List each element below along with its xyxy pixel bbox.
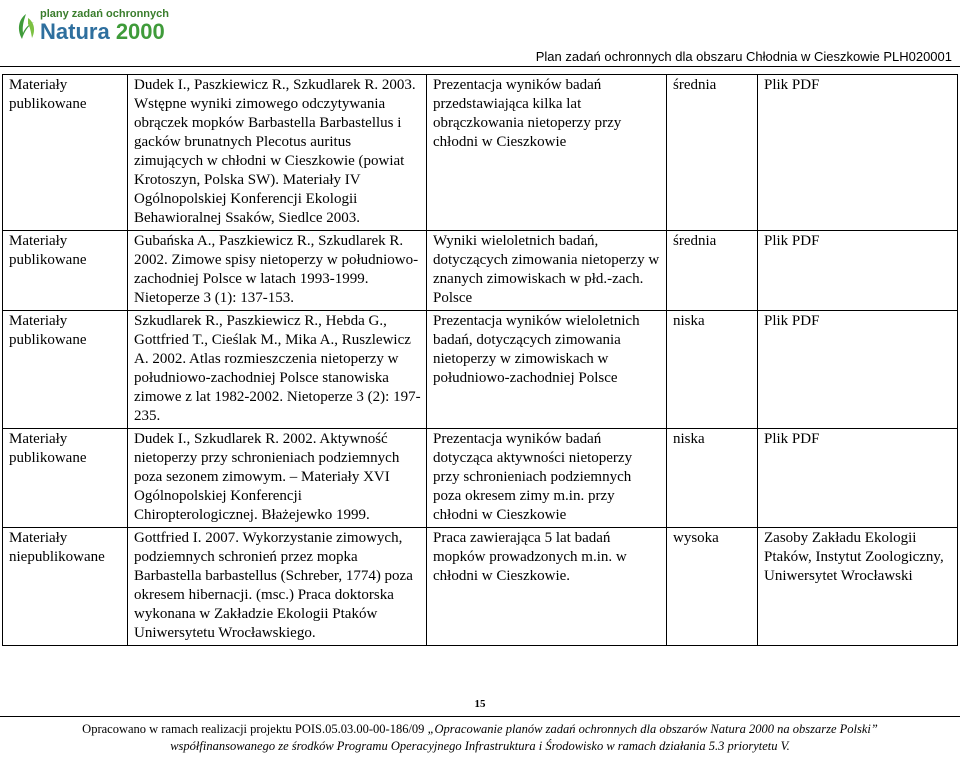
footer-line-1 [0, 721, 960, 738]
leaf-icon [14, 12, 38, 42]
cell-usefulness: wysoka [667, 528, 758, 646]
logo-brand-natura: Natura [40, 19, 110, 44]
cell-type: Materiały publikowane [3, 429, 128, 528]
footer-divider [0, 716, 960, 717]
cell-type: Materiały niepublikowane [3, 528, 128, 646]
logo-brand [40, 19, 165, 45]
cell-reference: Gubańska A., Paszkiewicz R., Szkudlarek R. 2002. Zimowe spisy nietoperzy w południowo-zachodniej Polsce w latach 1993-1999. Nietoperze 3 (1): 137-153. [128, 231, 427, 311]
footer-project: Opracowano w ramach realizacji projektu POIS.05.03.00-00-186/09 [82, 722, 425, 736]
table-row [3, 231, 958, 311]
cell-availability: Plik PDF [758, 75, 958, 231]
cell-description: Praca zawierająca 5 lat badań mopków prowadzonych m.in. w chłodni w Cieszkowie. [427, 528, 667, 646]
cell-reference: Szkudlarek R., Paszkiewicz R., Hebda G., Gottfried T., Cieślak M., Mika A., Ruszlewicz A. 2002. Atlas rozmieszczenia nietoperzy w południowo-zachodniej Polsce stanowiska zimowe z lat 1982-2002. Nietoperze 3 (2): 197-235. [128, 311, 427, 429]
cell-description: Wyniki wieloletnich badań, dotyczących zimowania nietoperzy w znanych zimowiskach w płd.-zach. Polsce [427, 231, 667, 311]
footer-line-2: współfinansowanego ze środków Programu Operacyjnego Infrastruktura i Środowisko w ramach działania 5.3 priorytetu V. [170, 739, 790, 753]
cell-usefulness: średnia [667, 75, 758, 231]
table-row [3, 429, 958, 528]
cell-description: Prezentacja wyników badań przedstawiająca kilka lat obrączkowania nietoperzy przy chłodni w Cieszkowie [427, 75, 667, 231]
cell-availability: Zasoby Zakładu Ekologii Ptaków, Instytut Zoologiczny, Uniwersytet Wrocławski [758, 528, 958, 646]
cell-usefulness: średnia [667, 231, 758, 311]
cell-reference: Dudek I., Szkudlarek R. 2002. Aktywność nietoperzy przy schronieniach podziemnych poza sezonem zimowym. – Materiały XVI Ogólnopolskiej Konferencji Chiropterologicznej. Błażejewko 1999. [128, 429, 427, 528]
header-divider [0, 66, 960, 67]
table-row [3, 528, 958, 646]
cell-usefulness: niska [667, 311, 758, 429]
cell-description: Prezentacja wyników badań dotycząca aktywności nietoperzy przy schronieniach podziemnych poza okresem zimy m.in. przy chłodni w Cieszkowie [427, 429, 667, 528]
document-title: Plan zadań ochronnych dla obszaru Chłodnia w Cieszkowie PLH020001 [535, 49, 952, 64]
footer-project-title: „Opracowanie planów zadań ochronnych dla obszarów Natura 2000 na obszarze Polski” [424, 722, 878, 736]
cell-availability: Plik PDF [758, 311, 958, 429]
cell-availability: Plik PDF [758, 231, 958, 311]
table-row [3, 311, 958, 429]
cell-type: Materiały publikowane [3, 75, 128, 231]
table-row [3, 75, 958, 231]
cell-type: Materiały publikowane [3, 311, 128, 429]
logo-brand-2000: 2000 [115, 19, 165, 44]
page-number: 15 [474, 698, 486, 710]
footer [0, 721, 960, 755]
cell-availability: Plik PDF [758, 429, 958, 528]
cell-reference: Gottfried I. 2007. Wykorzystanie zimowych, podziemnych schronień przez mopka Barbastella barbastellus (Schreber, 1774) poza okresem hibernacji. (msc.) Praca doktorska wykonana w Zakładzie Ekologii Ptaków Uniwersytetu Wrocławskiego. [128, 528, 427, 646]
natura-2000-logo [14, 8, 169, 50]
cell-usefulness: niska [667, 429, 758, 528]
cell-reference: Dudek I., Paszkiewicz R., Szkudlarek R. 2003. Wstępne wyniki zimowego odczytywania obrączek mopków Barbastella Barbastellus i gacków brunatnych Plecotus auritus zimujących w chłodni w Cieszkowie (powiat Krotoszyn, Polska SW). Materiały IV Ogólnopolskiej Konferencji Ekologii Behawioralnej Ssaków, Siedlce 2003. [128, 75, 427, 231]
logo-tagline: plany zadań ochronnych [40, 8, 169, 20]
materials-table [2, 74, 958, 646]
cell-type: Materiały publikowane [3, 231, 128, 311]
cell-description: Prezentacja wyników wieloletnich badań, dotyczących zimowania nietoperzy w zimowiskach w południowo-zachodniej Polsce [427, 311, 667, 429]
